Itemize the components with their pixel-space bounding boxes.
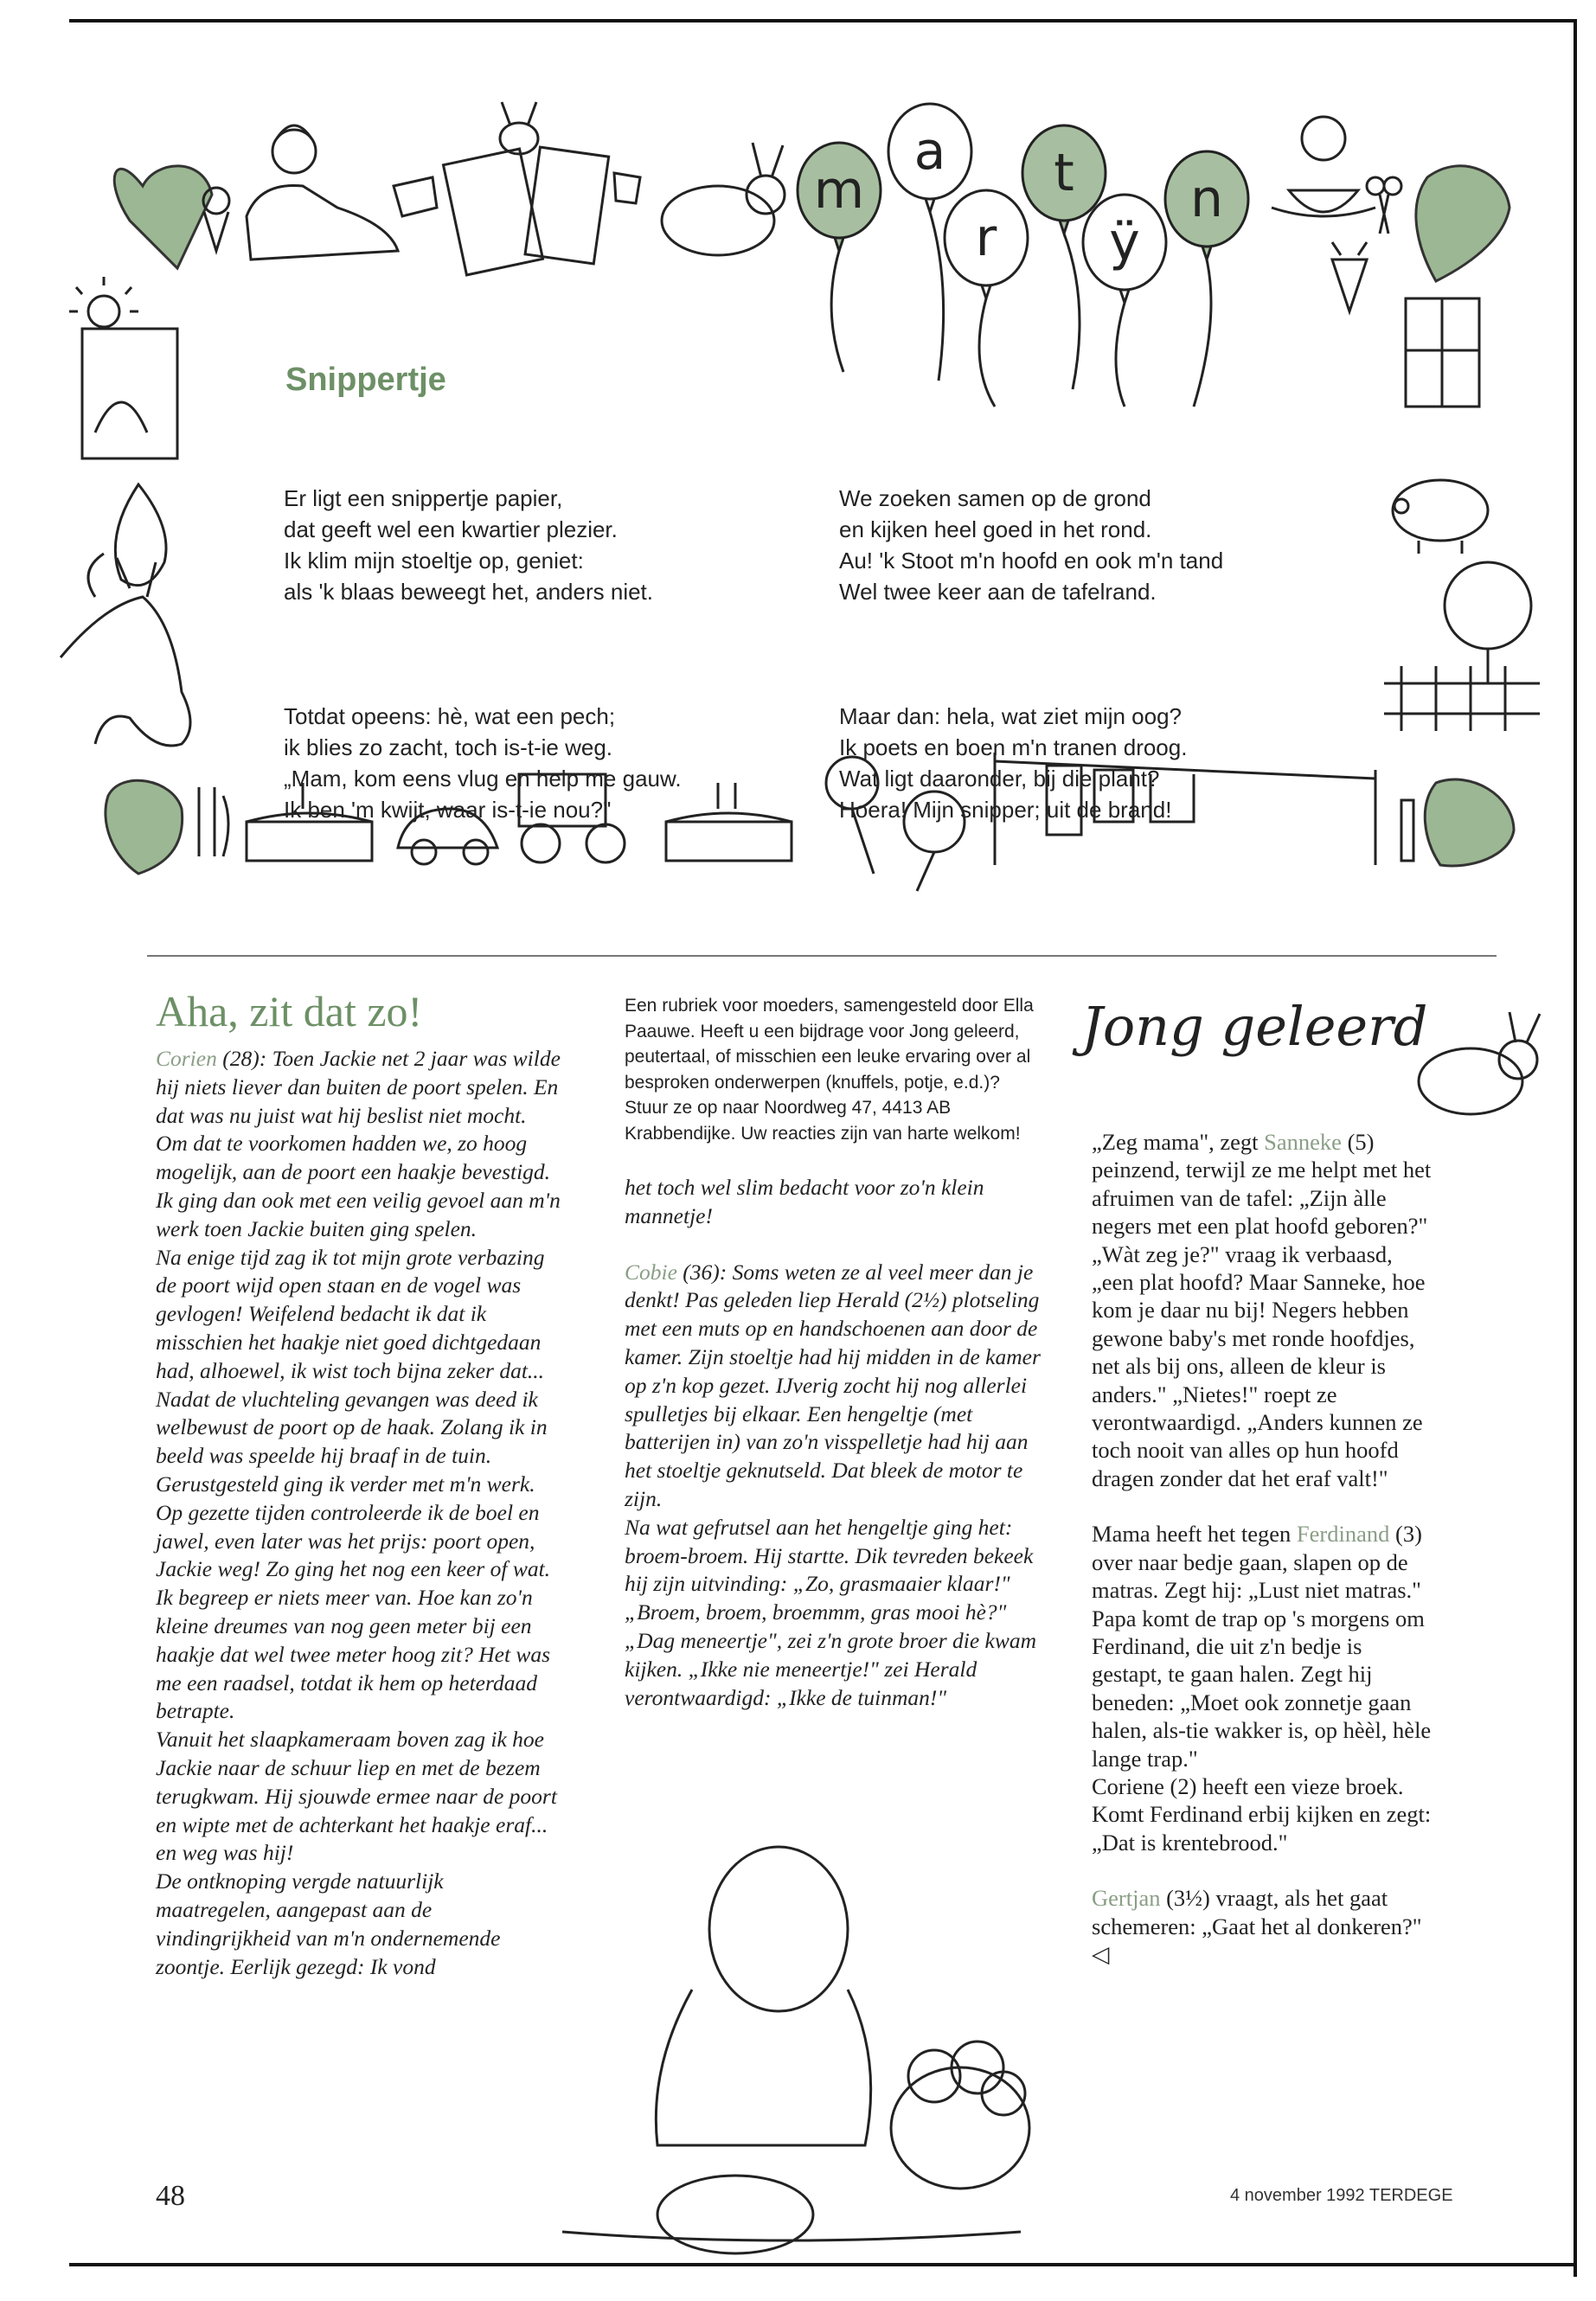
newspaper-bunny-icon <box>443 102 608 275</box>
anecdote-text: (5) peinzend, terwijl ze me helpt met het afruimen van de tafel: „Zijn àlle negers met een plat hoofd geboren?" <box>1092 1129 1432 1240</box>
child-with-flowers-illustration <box>562 1847 1029 2253</box>
contributor-name: Cobie <box>625 1259 677 1285</box>
poem-stanza: We zoeken samen op de grond en kijken heel goed in het rond. Au! 'k Stoot m'n hoofd en ook m'n tand Wel twee keer aan de tafelrand. <box>839 485 1224 605</box>
section-title-aha: Aha, zit dat zo! <box>156 987 423 1035</box>
section-title-jong-geleerd: Jong geleerd <box>1081 995 1428 1058</box>
anecdote <box>1092 1128 1438 1240</box>
balloons <box>798 104 1248 407</box>
candle-icon <box>1401 800 1413 861</box>
balloon-y <box>1083 195 1166 407</box>
corien-story <box>156 1045 562 1244</box>
anecdote: Coriene (2) heeft een vieze broek. Komt Ferdinand erbij kijken en zegt: „Dat is krentebrood." <box>1092 1772 1432 1856</box>
child-name: Gertjan <box>1092 1885 1161 1912</box>
horse-icon <box>61 558 190 746</box>
fence-icon <box>1384 666 1540 731</box>
anecdote: Papa komt de trap op 's morgens om Ferdinand, die uit z'n bedje is gestapt, te gaan halen. Zegt hij beneden: „Moet ook zonnetje gaan halen, als-tie wakker is, op hèèl, hèle lange trap." <box>1092 1605 1432 1772</box>
column-3 <box>1092 1128 1438 1968</box>
gnome-on-potty-icon <box>1272 117 1375 216</box>
balloon-letter: a <box>913 121 946 182</box>
column-2 <box>625 993 1044 1712</box>
story-text: Na wat gefrutsel aan het hengeltje ging het: broem-broem. Hij startte. Dik tevreden bekeek hij zijn uitvinding: „Zo, grasmaaier klaar!" <box>625 1514 1034 1597</box>
window-icon <box>1406 298 1479 407</box>
section-divider <box>147 955 1497 957</box>
anecdote-text: Mama heeft het tegen <box>1092 1521 1297 1548</box>
scissors-icon <box>1367 177 1401 234</box>
poem-title: Snippertje <box>285 362 446 398</box>
anecdote-text: „Zeg mama", zegt <box>1092 1129 1265 1155</box>
rabbit-icon <box>662 143 785 255</box>
tree-icon <box>1445 562 1531 683</box>
balloon-letter: m <box>813 160 865 221</box>
page-number: 48 <box>156 2180 185 2212</box>
rubric-intro: Een rubriek voor moeders, samengesteld door Ella Paauwe. Heeft u een bijdrage voor Jong geleerd, peutertaal, of misschien een leuke ervaring over al besproken onderwerpen (knuffels, potje, e.d.)? Stuur ze op naar Noordweg 47, 4413 AB Krabbendijke. Uw reacties zijn van harte welkom! <box>625 996 1034 1144</box>
anecdote-text: (3½) vraagt, als het gaat schemeren: „Gaat het al donkeren?" <box>1092 1885 1422 1939</box>
contributor-name: Corien <box>156 1046 217 1071</box>
balloon-letter: ÿ <box>1109 212 1140 272</box>
story-text: „Broem, broem, broemmm, gras mooi hè?" <box>625 1599 1007 1625</box>
poem-right-column <box>839 420 1223 919</box>
balloon-m <box>798 143 881 372</box>
anecdote-text: (3) over naar bedje gaan, slapen op de matras. Zegt hij: „Lust niet matras." <box>1092 1521 1422 1604</box>
balloon-letter: r <box>975 208 997 268</box>
cutlery-icon <box>199 787 228 856</box>
poem-stanza: Totdat opeens: hè, wat een pech; ik blies zo zacht, toch is-t-ie weg. „Mam, kom eens vlug en help me gauw. Ik ben 'm kwijt, waar is-t-ie nou?" <box>284 703 682 823</box>
cobie-story <box>625 1259 1044 1514</box>
story-text: „Dag meneertje", zei z'n grote broer die kwam kijken. „Ikke nie meneertje!" zei Herald verontwaardigd: „Ikke de tuinman!" <box>625 1627 1037 1710</box>
poem-stanza: Maar dan: hela, wat ziet mijn oog? Ik poets en boen m'n tranen droog. Wat ligt daaronder, bij die plant? Hoera! Mijn snipper; uit de brand! <box>839 703 1188 823</box>
story-text: Vanuit het slaapkameraam boven zag ik hoe Jackie naar de schuur liep en met de bezem terugkwam. Hij sjouwde ermee naar de poort en wipte met de achterkant het haakje eraf... en weg was hij! <box>156 1727 557 1866</box>
heart-icon <box>106 780 183 874</box>
balloon-n <box>1165 151 1248 407</box>
birthday-cake-icon <box>666 783 792 861</box>
pig-icon <box>1393 480 1488 554</box>
column-1 <box>156 1045 562 1981</box>
heart-icon <box>1416 166 1509 281</box>
poem-stanza: Er ligt een snippertje papier, dat geeft wel een kwartier plezier. Ik klim mijn stoeltje op, geniet: als 'k blaas beweegt het, anders niet. <box>284 485 654 605</box>
anecdote: „Wàt zeg je?" vraag ik verbaasd, „een plat hoofd? Maar Sanneke, hoe kom je daar nu bij! Negers hebben gewone baby's met ronde hoofdjes, net als bij ons, alleen de kleur is anders." „Nietes!" roept ze verontwaardigd. „Anders kunnen ze toch nooit van alles op hun hoofd dragen zonder dat het eraf valt!" <box>1092 1240 1426 1491</box>
story-text: het toch wel slim bedacht voor zo'n klein mannetje! <box>625 1175 984 1228</box>
heart-icon <box>1425 779 1514 866</box>
sun-icon <box>69 277 138 327</box>
story-text: Na enige tijd zag ik tot mijn grote verbazing de poort wijd open staan en de vogel was gevlogen! Weifelend bedacht ik dat ik misschien het haakje niet goed dichtgedaan had, alhoewel, ik wist toch bijna zeker dat... Nadat de vluchteling gevangen was deed ik welbewust de poort op de haak. Zolang ik in beeld was speelde hij braaf in de tuin. Gerustgesteld ging ik verder met m'n werk. Op gezette tijden controleerde ik de boel en jawel, even later was het prijs: poort open, Jackie weg! Zo ging het nog een keer of wat. Ik begreep er niets meer van. Hoe kan zo'n kleine dreumes van nog geen meter bij een haakje dat wel twee meter hoog zit? Het was me een raadsel, totdat ik hem op heterdaad betrapte. <box>156 1244 551 1724</box>
anecdote <box>1092 1520 1438 1604</box>
heart-icon <box>114 166 212 268</box>
story-text: De ontknoping vergde natuurlijk maatregelen, aangepast aan de vindingrijkheid van m'n ondernemende zoontje. Eerlijk gezegd: Ik vond <box>156 1868 501 1979</box>
poem-left-column <box>284 420 682 919</box>
balloon-letter: n <box>1189 169 1224 229</box>
balloon-r <box>945 190 1028 407</box>
postage-stamp-icon <box>82 329 177 458</box>
carrot-icon <box>1332 242 1367 311</box>
bunny-icon <box>1419 1012 1540 1114</box>
gnome-in-shoe-icon <box>247 125 398 260</box>
child-name: Ferdinand <box>1296 1521 1390 1548</box>
story-text: (36): Soms weten ze al veel meer dan je denkt! Pas geleden liep Herald (2½) plotseling met een muts op en handschoenen aan door de kamer. Zijn stoeltje had hij midden in de kamer op z'n kop gezet. IJverig zocht hij nog allerlei spulletjes bij elkaar. Een hengeltje (met batterijen in) van zo'n visspelletje had hij aan het stoeltje geknutseld. Dat bleek de motor te zijn. <box>625 1259 1041 1511</box>
issue-date: 4 november 1992 TERDEGE <box>1230 2186 1453 2205</box>
anecdote <box>1092 1884 1438 1968</box>
end-mark: ◁ <box>1092 1940 1110 1967</box>
story-text: (28): Toen Jackie net 2 jaar was wilde hij niets liever dan buiten de poort spelen. En dat was nu juist wat hij beslist niet mocht. Om dat te voorkomen hadden we, zo hoog mogelijk, aan de poort een haakje bevestigd. Ik ging dan ook met een veilig gevoel aan m'n werk toen Jackie buiten ging spelen. <box>156 1046 561 1241</box>
child-name: Sanneke <box>1264 1129 1342 1155</box>
balloon-letter: t <box>1054 143 1074 203</box>
